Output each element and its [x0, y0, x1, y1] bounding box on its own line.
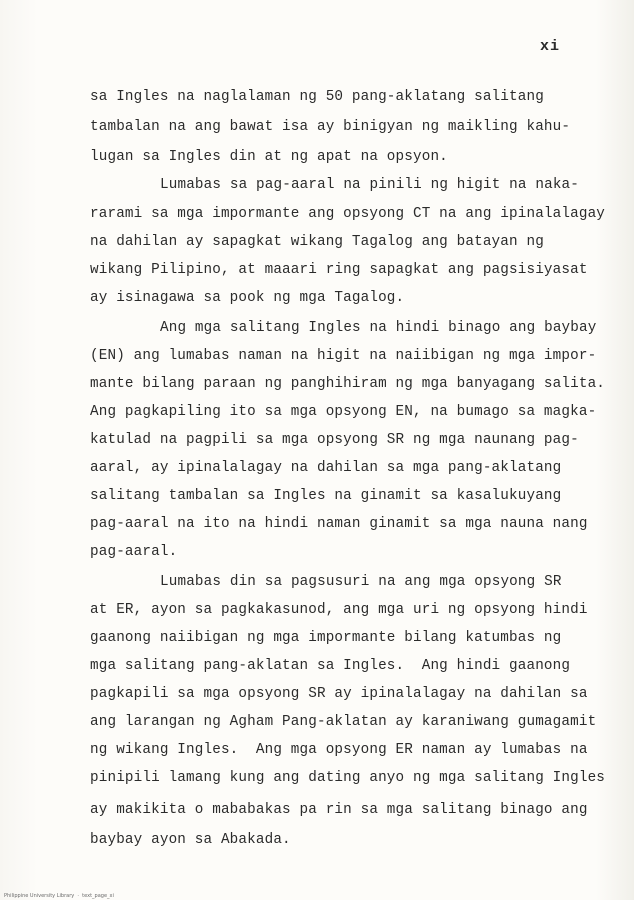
- page-number: xi: [539, 38, 560, 55]
- paragraph-start-line: Ang mga salitang Ingles na hindi binago ang baybay: [160, 320, 597, 336]
- text-line: ay isinagawa sa pook ng mga Tagalog.: [90, 290, 405, 306]
- text-line: ng wikang Ingles. Ang mga opsyong ER naman ay lumabas na: [90, 742, 588, 758]
- text-line: pagkapili sa mga opsyong SR ay ipinalalagay na dahilan sa: [90, 686, 588, 702]
- paragraph-start-line: Lumabas sa pag-aaral na pinili ng higit na naka-: [160, 177, 580, 193]
- text-line: at ER, ayon sa pagkakasunod, ang mga uri ng opsyong hindi: [90, 602, 588, 618]
- text-line: wikang Pilipino, at maaari ring sapagkat ang pagsisiyasat: [90, 262, 588, 278]
- text-line: pag-aaral na ito na hindi naman ginamit sa mga nauna nang: [90, 516, 588, 532]
- text-line: tambalan na ang bawat isa ay binigyan ng maikling kahu-: [90, 119, 571, 135]
- text-line: mga salitang pang-aklatan sa Ingles. Ang hindi gaanong: [90, 658, 571, 674]
- text-line: lugan sa Ingles din at ng apat na opsyon.: [90, 149, 448, 165]
- text-line: baybay ayon sa Abakada.: [90, 832, 291, 848]
- text-line: salitang tambalan sa Ingles na ginamit sa kasalukuyang: [90, 488, 562, 504]
- paragraph-start-line: Lumabas din sa pagsusuri na ang mga opsyong SR: [160, 574, 562, 590]
- text-line: rarami sa mga impormante ang opsyong CT na ang ipinalalagay: [90, 206, 606, 222]
- text-line: pag-aaral.: [90, 544, 178, 560]
- scan-footer: Philippine University Library · text_page_xi: [4, 893, 114, 899]
- text-line: Ang pagkapiling ito sa mga opsyong EN, na bumago sa magka-: [90, 404, 597, 420]
- text-line: sa Ingles na naglalaman ng 50 pang-aklatang salitang: [90, 89, 544, 105]
- text-line: ang larangan ng Agham Pang-aklatan ay karaniwang gumagamit: [90, 714, 597, 730]
- text-line: gaanong naiibigan ng mga impormante bilang katumbas ng: [90, 630, 562, 646]
- text-line: aaral, ay ipinalalagay na dahilan sa mga pang-aklatang: [90, 460, 562, 476]
- text-line: ay makikita o mababakas pa rin sa mga salitang binago ang: [90, 802, 588, 818]
- text-line: pinipili lamang kung ang dating anyo ng mga salitang Ingles: [90, 770, 606, 786]
- text-line: katulad na pagpili sa mga opsyong SR ng mga naunang pag-: [90, 432, 579, 448]
- text-line: (EN) ang lumabas naman na higit na naiibigan ng mga impor-: [90, 348, 597, 364]
- text-line: mante bilang paraan ng panghihiram ng mga banyagang salita.: [90, 376, 606, 392]
- text-line: na dahilan ay sapagkat wikang Tagalog ang batayan ng: [90, 234, 544, 250]
